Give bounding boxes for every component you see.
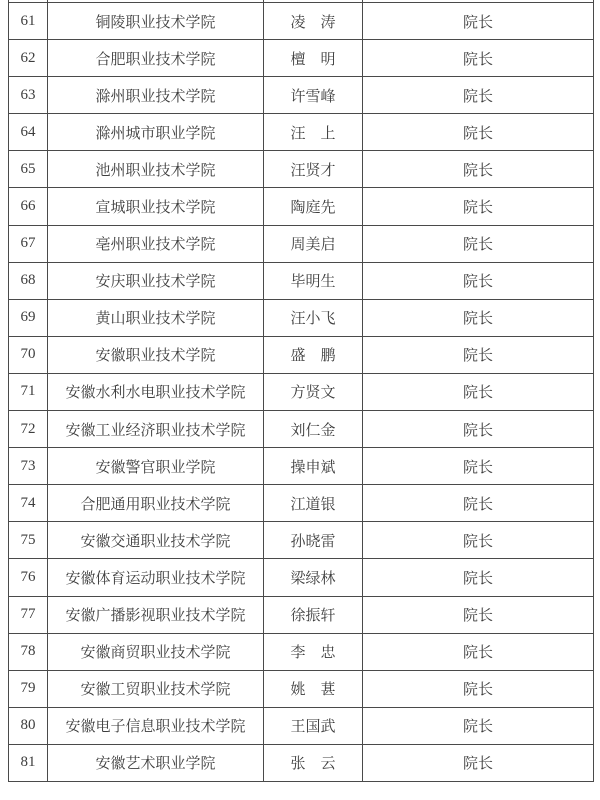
- row-number-cell: 71: [9, 373, 48, 410]
- title-cell: 院长: [363, 336, 594, 373]
- person-name-cell: 方贤文: [264, 373, 363, 410]
- person-name-cell: 许雪峰: [264, 77, 363, 114]
- person-name-cell: 陶庭先: [264, 188, 363, 225]
- row-number-cell: 65: [9, 151, 48, 188]
- row-number-cell: 64: [9, 114, 48, 151]
- person-name-cell: 梁绿林: [264, 559, 363, 596]
- title-cell: 院长: [363, 448, 594, 485]
- person-name-cell: 盛 鹏: [264, 336, 363, 373]
- row-number-cell: 79: [9, 670, 48, 707]
- roster-table: [8, 0, 594, 782]
- title-cell: 院长: [363, 707, 594, 744]
- table-row: [9, 559, 594, 596]
- table-row: [9, 225, 594, 262]
- table-body: [9, 0, 594, 781]
- school-name-cell: 黄山职业技术学院: [48, 299, 264, 336]
- title-cell: 院长: [363, 744, 594, 781]
- row-number-cell: 78: [9, 633, 48, 670]
- table-row: [9, 670, 594, 707]
- person-name-cell: 徐振轩: [264, 596, 363, 633]
- person-name-cell: 汪贤才: [264, 151, 363, 188]
- title-cell: 院长: [363, 559, 594, 596]
- person-name-cell: 姚 葚: [264, 670, 363, 707]
- school-name-cell: 安徽商贸职业技术学院: [48, 633, 264, 670]
- table-row: [9, 522, 594, 559]
- table-row: [9, 373, 594, 410]
- title-cell: 院长: [363, 411, 594, 448]
- row-number-cell: 63: [9, 77, 48, 114]
- table-row: [9, 40, 594, 77]
- school-name-cell: 亳州职业技术学院: [48, 225, 264, 262]
- row-number-cell: 76: [9, 559, 48, 596]
- row-number-cell: 69: [9, 299, 48, 336]
- person-name-cell: 操申斌: [264, 448, 363, 485]
- row-number-cell: 75: [9, 522, 48, 559]
- school-name-cell: 安徽工贸职业技术学院: [48, 670, 264, 707]
- title-cell: 院长: [363, 485, 594, 522]
- title-cell: 院长: [363, 522, 594, 559]
- title-cell: 院长: [363, 225, 594, 262]
- row-number-cell: 72: [9, 411, 48, 448]
- school-name-cell: 安徽警官职业学院: [48, 448, 264, 485]
- school-name-cell: 安徽电子信息职业技术学院: [48, 707, 264, 744]
- person-name-cell: 张 云: [264, 744, 363, 781]
- table-row: [9, 411, 594, 448]
- school-name-cell: 宣城职业技术学院: [48, 188, 264, 225]
- school-name-cell: 合肥通用职业技术学院: [48, 485, 264, 522]
- school-name-cell: 滁州职业技术学院: [48, 77, 264, 114]
- title-cell: 院长: [363, 373, 594, 410]
- row-number-cell: 70: [9, 336, 48, 373]
- school-name-cell: 安徽工业经济职业技术学院: [48, 411, 264, 448]
- table-row: [9, 299, 594, 336]
- school-name-cell: 铜陵职业技术学院: [48, 3, 264, 40]
- school-name-cell: 安徽艺术职业学院: [48, 744, 264, 781]
- row-number-cell: 81: [9, 744, 48, 781]
- title-cell: 院长: [363, 262, 594, 299]
- row-number-cell: 68: [9, 262, 48, 299]
- title-cell: 院长: [363, 299, 594, 336]
- row-number-cell: 62: [9, 40, 48, 77]
- roster-table-container: [8, 0, 596, 794]
- person-name-cell: 汪 上: [264, 114, 363, 151]
- row-number-cell: 74: [9, 485, 48, 522]
- row-number-cell: 67: [9, 225, 48, 262]
- row-number-cell: 66: [9, 188, 48, 225]
- school-name-cell: 合肥职业技术学院: [48, 40, 264, 77]
- row-number-cell: 77: [9, 596, 48, 633]
- title-cell: 院长: [363, 114, 594, 151]
- school-name-cell: 安徽交通职业技术学院: [48, 522, 264, 559]
- person-name-cell: 檀 明: [264, 40, 363, 77]
- table-row: [9, 3, 594, 40]
- title-cell: 院长: [363, 670, 594, 707]
- school-name-cell: 池州职业技术学院: [48, 151, 264, 188]
- title-cell: 院长: [363, 40, 594, 77]
- row-number-cell: 61: [9, 3, 48, 40]
- table-row: [9, 633, 594, 670]
- table-row: [9, 485, 594, 522]
- person-name-cell: 李 忠: [264, 633, 363, 670]
- person-name-cell: 孙晓雷: [264, 522, 363, 559]
- school-name-cell: 安徽水利水电职业技术学院: [48, 373, 264, 410]
- person-name-cell: 毕明生: [264, 262, 363, 299]
- school-name-cell: 滁州城市职业学院: [48, 114, 264, 151]
- person-name-cell: 江道银: [264, 485, 363, 522]
- title-cell: 院长: [363, 3, 594, 40]
- row-number-cell: 80: [9, 707, 48, 744]
- school-name-cell: 安徽职业技术学院: [48, 336, 264, 373]
- title-cell: 院长: [363, 77, 594, 114]
- person-name-cell: 汪小飞: [264, 299, 363, 336]
- person-name-cell: 刘仁金: [264, 411, 363, 448]
- title-cell: 院长: [363, 188, 594, 225]
- table-row: [9, 151, 594, 188]
- row-number-cell: 73: [9, 448, 48, 485]
- table-row: [9, 77, 594, 114]
- school-name-cell: 安庆职业技术学院: [48, 262, 264, 299]
- table-row: [9, 336, 594, 373]
- school-name-cell: 安徽体育运动职业技术学院: [48, 559, 264, 596]
- title-cell: 院长: [363, 596, 594, 633]
- school-name-cell: 安徽广播影视职业技术学院: [48, 596, 264, 633]
- table-row: [9, 744, 594, 781]
- person-name-cell: 王国武: [264, 707, 363, 744]
- table-row: [9, 188, 594, 225]
- person-name-cell: 周美启: [264, 225, 363, 262]
- table-row: [9, 448, 594, 485]
- person-name-cell: 凌 涛: [264, 3, 363, 40]
- title-cell: 院长: [363, 633, 594, 670]
- table-row: [9, 114, 594, 151]
- table-row: [9, 262, 594, 299]
- table-row: [9, 707, 594, 744]
- title-cell: 院长: [363, 151, 594, 188]
- table-row: [9, 596, 594, 633]
